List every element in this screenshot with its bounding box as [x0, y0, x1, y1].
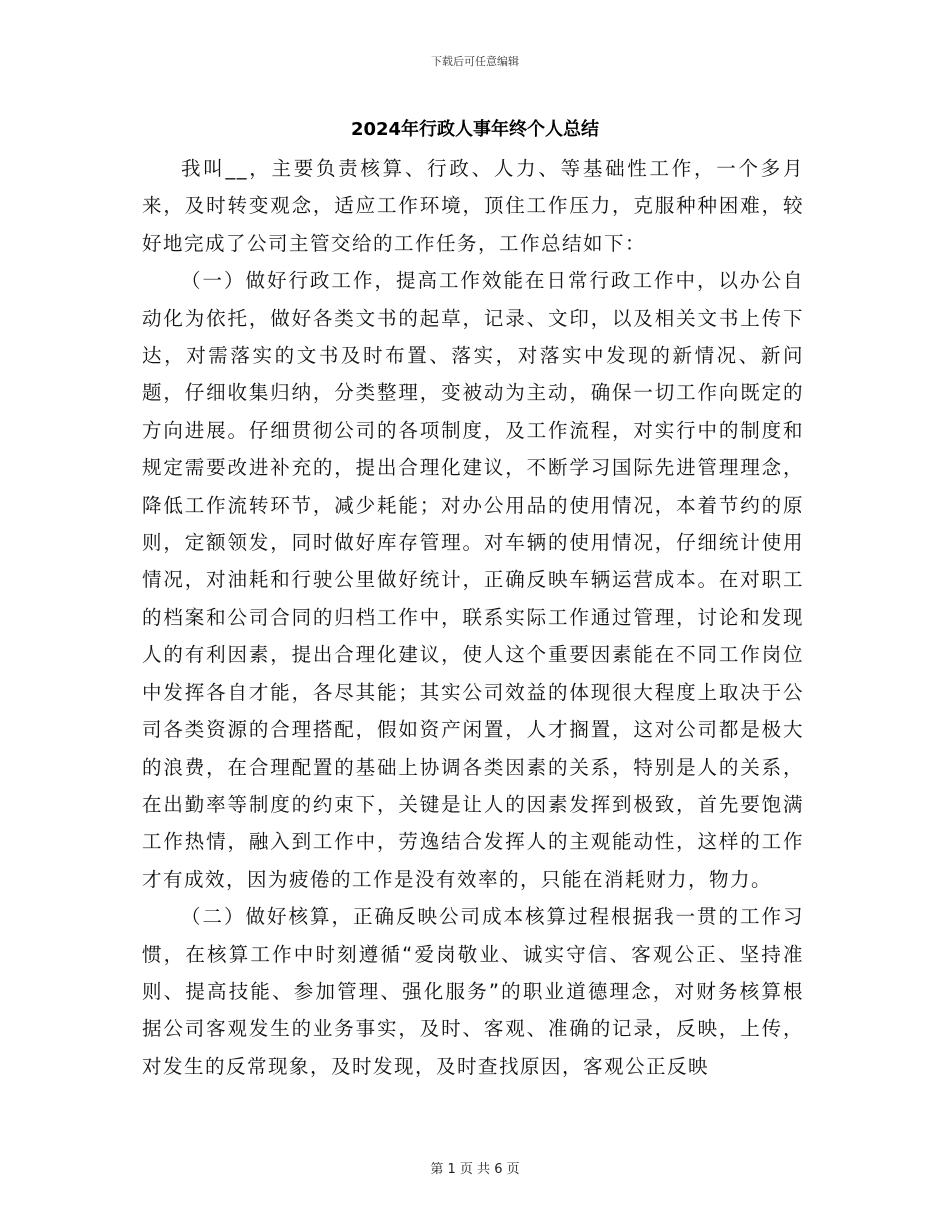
- page-header: 下载后可任意编辑: [431, 55, 519, 68]
- paragraph-admin-work: （一）做好行政工作，提高工作效能在日常行政工作中，以办公自动化为依托，做好各类文书的起草，记录、文印，以及相关文书上传下达，对需落实的文书及时布置、落实，对落实中发现的新情况、新问题，仔细收集归纳，分类整理，变被动为主动，确保一切工作向既定的方向进展。仔细贯彻公司的各项制度，及工作流程，对实行中的制度和规定需要改进补充的，提出合理化建议，不断学习国际先进管理理念，降低工作流转环节，减少耗能；对办公用品的使用情况，本着节约的原则，定额领发，同时做好库存管理。对车辆的使用情况，仔细统计使用情况，对油耗和行驶公里做好统计，正确反映车辆运营成本。在对职工的档案和公司合同的归档工作中，联系实际工作通过管理，讨论和发现人的有利因素，提出合理化建议，使人这个重要因素能在不同工作岗位中发挥各自才能，各尽其能；其实公司效益的体现很大程度上取决于公司各类资源的合理搭配，假如资产闲置，人才搁置，这对公司都是极大的浪费，在合理配置的基础上协调各类因素的关系，特别是人的关系，在出勤率等制度的约束下，关键是让人的因素发挥到极致，首先要饱满工作热情，融入到工作中，劳逸结合发挥人的主观能动性，这样的工作才有成效，因为疲倦的工作是没有效率的，只能在消耗财力，物力。: [142, 269, 804, 891]
- page-footer: 第 1 页 共 6 页: [430, 1162, 520, 1177]
- document-title: 2024年行政人事年终个人总结: [350, 119, 600, 140]
- paragraph-accounting: （二）做好核算，正确反映公司成本核算过程根据我一贯的工作习惯，在核算工作中时刻遵循“爱岗敬业、诚实守信、客观公正、坚持准则、提高技能、参加管理、强化服务”的职业道德理念，对财务核算根据公司客观发生的业务事实，及时、客观、准确的记录，反映，上传，对发生的反常现象，及时发现，及时查找原因，客观公正反映: [142, 905, 804, 1078]
- paragraph-intro: 我叫__，主要负责核算、行政、人力、等基础性工作，一个多月来，及时转变观念，适应工作环境，顶住工作压力，克服种种困难，较好地完成了公司主管交给的工作任务，工作总结如下：: [142, 157, 804, 255]
- document-body: [142, 150, 804, 1085]
